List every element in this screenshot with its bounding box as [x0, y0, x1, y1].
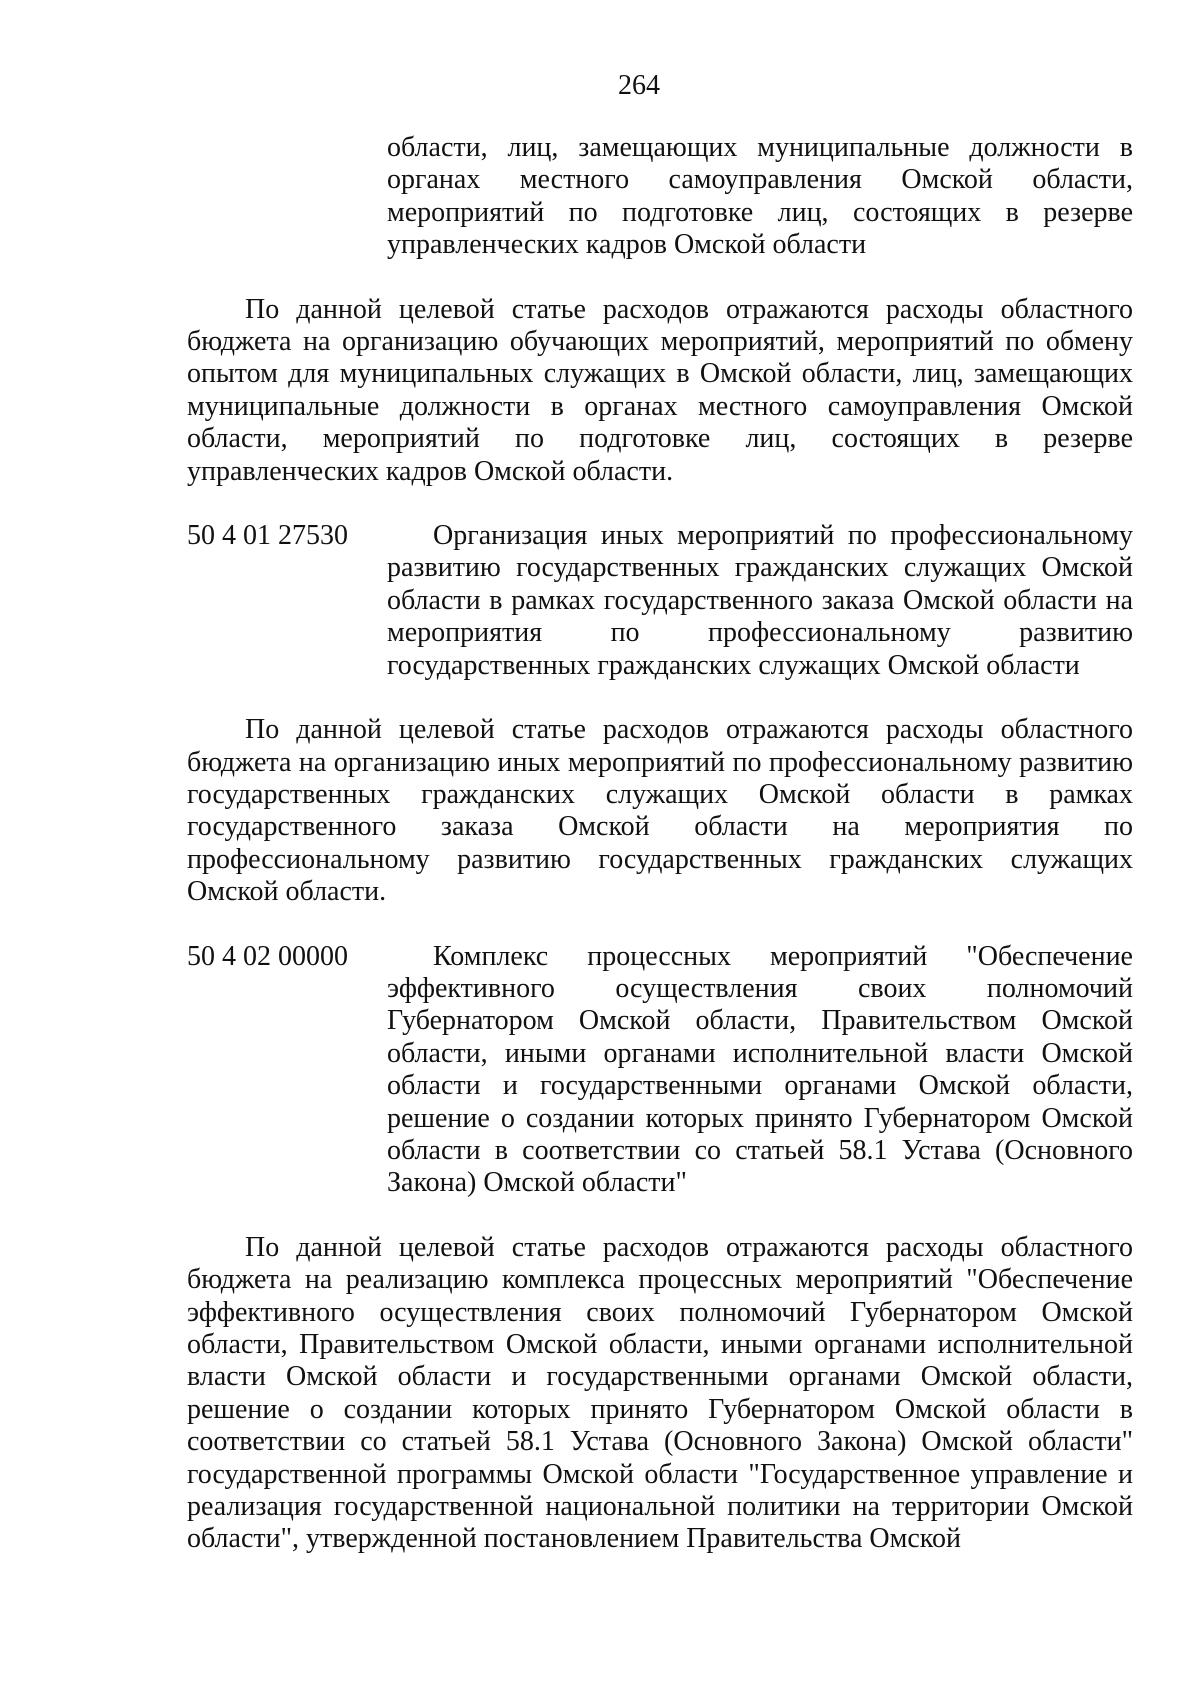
spacer — [187, 682, 1133, 714]
entry-title: Организация иных мероприятий по профессиональному развитию государственных гражданских служащих Омской области в рамках государственного заказа Омской области на мероприятия по профессиональному развитию государственных гражданских служащих Омской области — [387, 520, 1133, 681]
entry-title: Комплекс процессных мероприятий "Обеспечение эффективного осуществления своих полномочий Губернатором Омской области, Правительством Омской области, иными органами исполнительной власти Омской области и государственными органами Омской области, решение о создании которых принято Губернатором Омской области в соответствии со статьей 58.1 Устава (Основного Закона) Омской области" — [387, 940, 1133, 1199]
paragraph: По данной целевой статье расходов отражаются расходы областного бюджета на организацию обучающих мероприятий, мероприятий по обмену опытом для муниципальных служащих в Омской области, лиц, замещающих муниципальные должности в органах местного самоуправления Омской области, мероприятий по подготовке лиц, состоящих в резерве управленческих кадров Омской области. — [187, 293, 1133, 487]
budget-entry — [187, 520, 1133, 682]
page-number: 264 — [618, 70, 660, 101]
entry-code: 50 4 02 00000 — [187, 940, 348, 972]
spacer — [187, 488, 1133, 520]
spacer — [187, 1200, 1133, 1232]
spacer — [187, 909, 1133, 941]
continuation-title: области, лиц, замещающих муниципальные должности в органах местного самоуправления Омской области, мероприятий по подготовке лиц, состоящих в резерве управленческих кадров Омской области — [387, 132, 1133, 261]
entry-description: По данной целевой статье расходов отражаются расходы областного бюджета на реализацию комплекса процессных мероприятий "Обеспечение эффективного осуществления своих полномочий Губернатором Омской области, Правительством Омской области, иными органами исполнительной власти Омской области и государственными органами Омской области, решение о создании которых принято Губернатором Омской области в соответствии со статьей 58.1 Устава (Основного Закона) Омской области" государственной программы Омской области "Государственное управление и реализация государственной национальной политики на территории Омской области", утвержденной постановлением Правительства Омской — [187, 1231, 1133, 1555]
entry-code: 50 4 01 27530 — [187, 520, 348, 552]
document-body — [187, 132, 1133, 1556]
entry-description: По данной целевой статье расходов отражаются расходы областного бюджета на организацию иных мероприятий по профессиональному развитию государственных гражданских служащих Омской области в рамках государственного заказа Омской области на мероприятия по профессиональному развитию государственных гражданских служащих Омской области. — [187, 714, 1133, 908]
budget-entry — [187, 941, 1133, 1200]
spacer — [187, 262, 1133, 294]
